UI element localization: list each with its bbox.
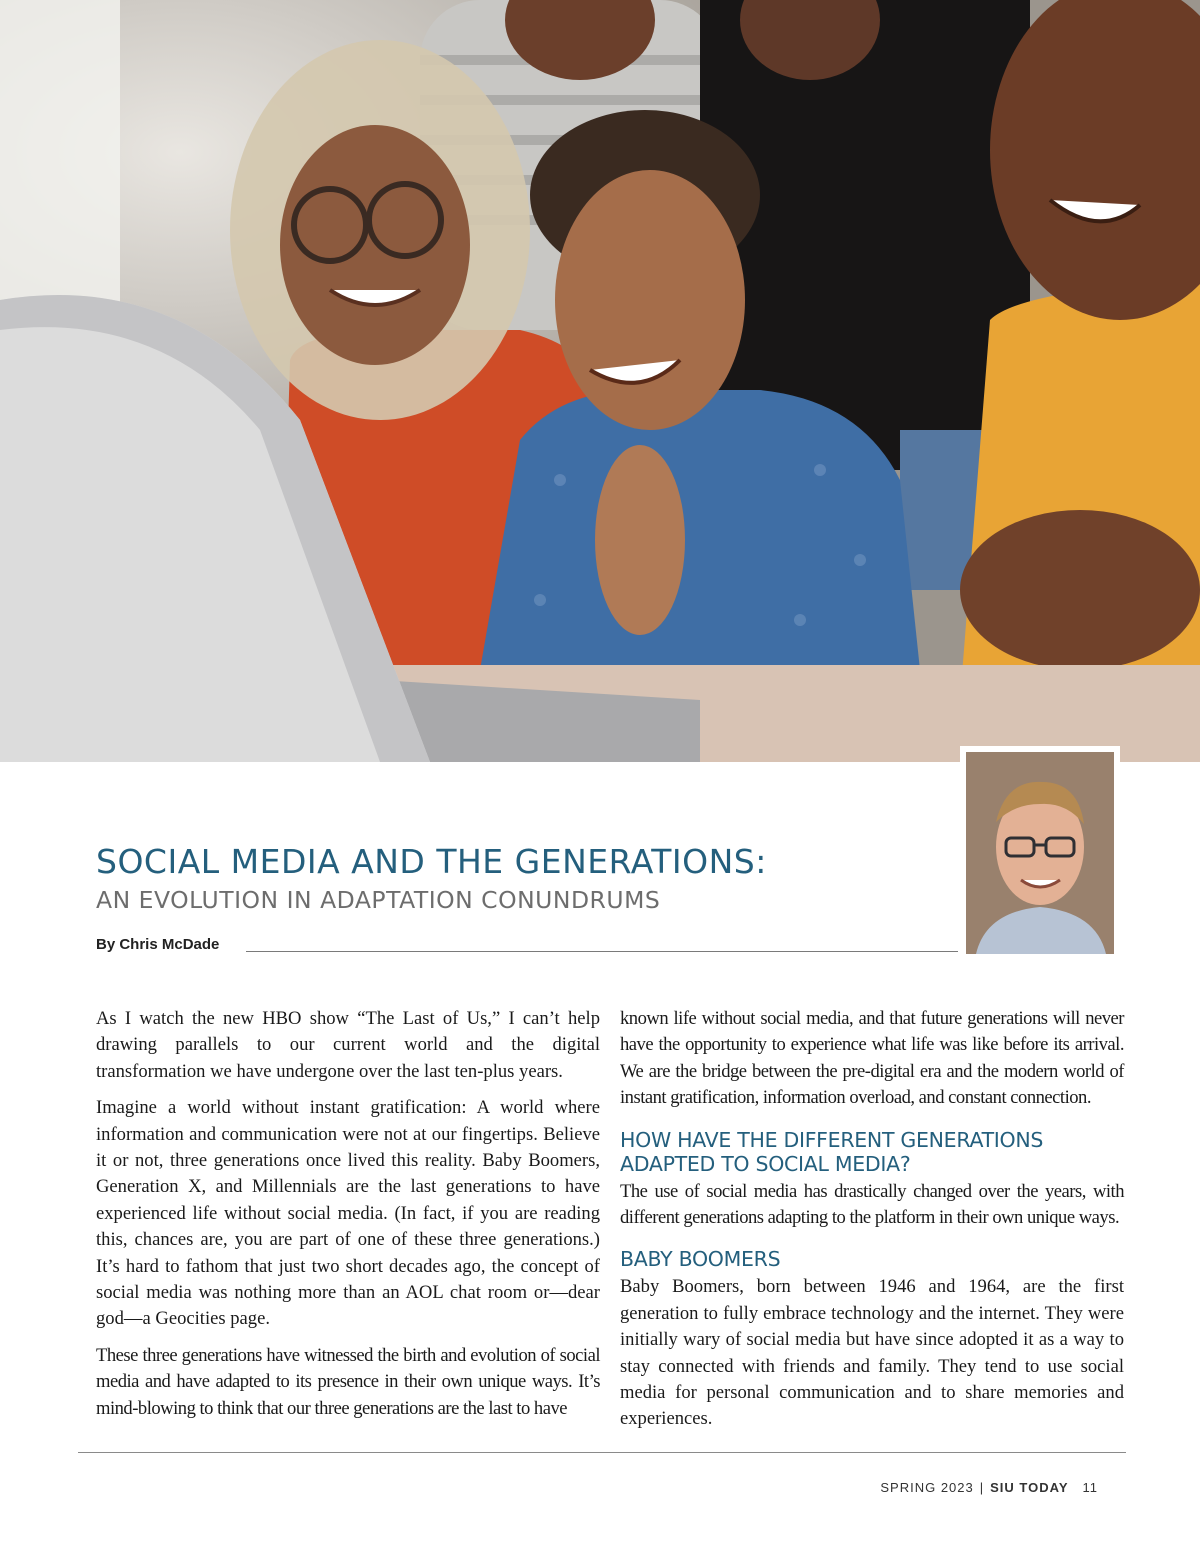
section-heading: HOW HAVE THE DIFFERENT GENERATIONS ADAPTED TO SOCIAL MEDIA? — [620, 1127, 1044, 1176]
byline-divider — [246, 951, 958, 952]
page-number: 11 — [1082, 1480, 1098, 1495]
page-footer — [880, 1480, 1098, 1495]
body-paragraph: known life without social media, and that future generations will never have the opportunity to experience what life was like before its arrival. We are the bridge between the pre-digital era and the modern world of instant gratification, information overload, and constant connection. — [620, 1008, 1124, 1109]
footer-divider — [78, 1452, 1126, 1453]
publication-name: SIU TODAY — [990, 1480, 1069, 1495]
body-paragraph: As I watch the new HBO show “The Last of Us,” I can’t help drawing parallels to our current world and the digital transformation we have undergone over the last ten-plus years. — [96, 1008, 600, 1082]
footer-separator: | — [979, 1480, 985, 1495]
body-paragraph: Imagine a world without instant gratification: A world where information and communication were not at our fingertips. Believe it or not, three generations once lived this reality. Baby Boomers, Generation X, and Millennials are the last generations to have experienced life without social media. (In fact, if you are reading this, chances are, you are part of one of these three generations.) It’s hard to fathom that just two short decades ago, the concept of social media was nothing more than an AOL chat room or—dear god—a Geocities page. — [96, 1097, 600, 1330]
body-column-left — [96, 1006, 600, 1432]
section-heading: BABY BOOMERS — [620, 1247, 781, 1272]
hero-illustration — [0, 0, 1200, 762]
hero-photo — [0, 0, 1200, 762]
byline: By Chris McDade — [96, 936, 220, 953]
author-photo — [966, 752, 1114, 954]
author-portrait — [960, 746, 1120, 960]
body-paragraph: These three generations have witnessed the birth and evolution of social media and have adapted to its presence in their own unique ways. It’s mind-blowing to think that our three generations are the last to have — [96, 1344, 600, 1419]
body-paragraph: Baby Boomers, born between 1946 and 1964, are the first generation to fully embrace technology and the internet. They were initially wary of social media but have since adopted it as a way to stay connected with friends and family. They tend to use social media for personal communication and to share memories and experiences. — [620, 1276, 1124, 1430]
issue-label: SPRING 2023 — [880, 1480, 974, 1495]
body-paragraph: The use of social media has drastically changed over the years, with different generations adapting to the platform in their own unique ways. — [620, 1180, 1124, 1229]
article-subtitle: AN EVOLUTION IN ADAPTATION CONUNDRUMS — [96, 886, 661, 914]
article-title: SOCIAL MEDIA AND THE GENERATIONS: — [96, 842, 767, 881]
body-column-right — [620, 1006, 1124, 1443]
